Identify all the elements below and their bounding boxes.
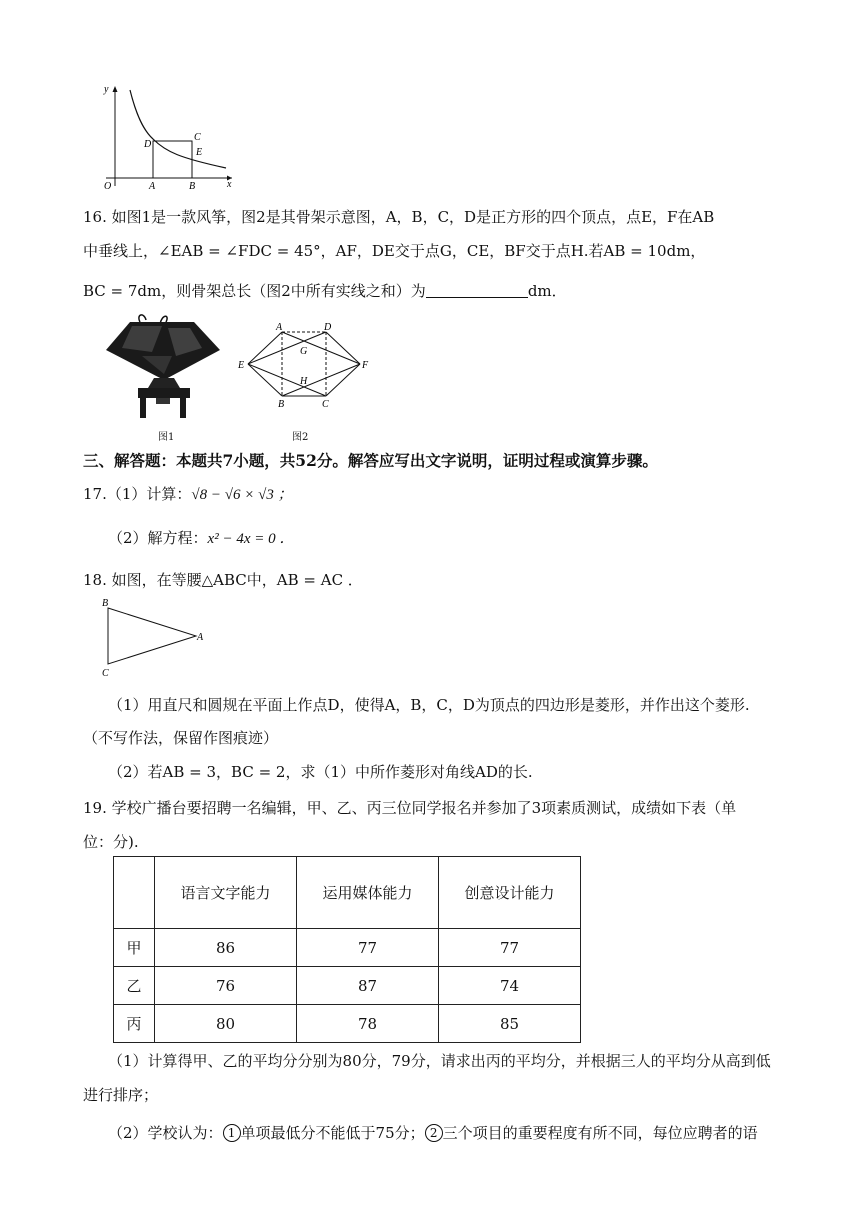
q19-part2-a: （2）学校认为： bbox=[108, 1124, 223, 1142]
fig2-point-f: F bbox=[362, 360, 369, 371]
tri-point-b: B bbox=[102, 598, 109, 609]
point-c-label: C bbox=[194, 132, 201, 143]
table-cell: 85 bbox=[439, 1005, 581, 1043]
q19-part2 bbox=[108, 1122, 758, 1143]
table-cell: 74 bbox=[439, 967, 581, 1005]
q19-part2-b: 单项最低分不能低于75分； bbox=[240, 1124, 425, 1142]
q16-line3-b: dm． bbox=[527, 282, 567, 300]
q16-line3 bbox=[83, 280, 567, 301]
table-cell: 76 bbox=[155, 967, 297, 1005]
fig2-point-e: E bbox=[238, 360, 245, 371]
q16-line3-a: BC = 7dm，则骨架总长（图2中所有实线之和）为 bbox=[83, 282, 426, 300]
x-axis-label: x bbox=[227, 179, 232, 190]
q17-part2 bbox=[108, 527, 294, 548]
q19-line2: 位：分). bbox=[83, 833, 139, 851]
table-header-cell bbox=[114, 857, 155, 929]
table-cell: 87 bbox=[297, 967, 439, 1005]
point-e-label: E bbox=[196, 147, 203, 158]
circled-number-2: 2 bbox=[425, 1124, 443, 1142]
table-cell: 丙 bbox=[114, 1005, 155, 1043]
table-row bbox=[114, 967, 581, 1005]
q17-part1-label: 17.（1）计算： bbox=[83, 485, 192, 503]
table-cell: 86 bbox=[155, 929, 297, 967]
circled-number-1: 1 bbox=[223, 1124, 241, 1142]
origin-label: O bbox=[104, 181, 112, 192]
q17-part1 bbox=[83, 483, 293, 504]
table-header-cell: 语言文字能力 bbox=[155, 857, 297, 929]
table-cell: 78 bbox=[297, 1005, 439, 1043]
table-cell: 甲 bbox=[114, 929, 155, 967]
fig2-point-a: A bbox=[276, 322, 283, 333]
q19-line1: 19. 学校广播台要招聘一名编辑，甲、乙、丙三位同学报名并参加了3项素质测试，成绩如下表（单 bbox=[83, 799, 737, 817]
point-a-label: A bbox=[149, 181, 156, 192]
table-row bbox=[114, 1005, 581, 1043]
q16-line2: 中垂线上，∠EAB = ∠FDC = 45°，AF，DE交于点G，CE，BF交于点H.若AB = 10dm， bbox=[83, 242, 706, 260]
q17-part2-label: （2）解方程： bbox=[108, 529, 208, 547]
table-header-cell: 创意设计能力 bbox=[439, 857, 581, 929]
table-header-row bbox=[114, 857, 581, 929]
section-3-heading: 三、解答题：本题共7小题，共52分。解答应写出文字说明，证明过程或演算步骤。 bbox=[83, 451, 658, 470]
table-cell: 77 bbox=[297, 929, 439, 967]
kite-photo bbox=[102, 312, 222, 420]
point-d-label: D bbox=[144, 139, 152, 150]
isosceles-triangle-figure bbox=[98, 596, 210, 680]
answer-blank bbox=[426, 283, 528, 298]
fig2-point-d: D bbox=[324, 322, 332, 333]
q18-part1-line1: （1）用直尺和圆规在平面上作点D，使得A，B，C，D为顶点的四边形是菱形，并作出这个菱形. bbox=[108, 696, 750, 714]
table-cell: 80 bbox=[155, 1005, 297, 1043]
q19-part2-c: 三个项目的重要程度有所不同，每位应聘者的语 bbox=[442, 1124, 758, 1142]
fig2-point-g: G bbox=[300, 346, 308, 357]
tri-point-c: C bbox=[102, 668, 109, 679]
q18-intro: 18. 如图，在等腰△ABC中，AB = AC ． bbox=[83, 571, 363, 589]
scores-table bbox=[113, 856, 581, 1043]
q19-part1-line2: 进行排序； bbox=[83, 1086, 159, 1104]
function-graph bbox=[98, 82, 238, 192]
tri-point-a: A bbox=[197, 632, 204, 643]
q18-part1-line2: （不写作法，保留作图痕迹） bbox=[83, 729, 279, 747]
fig2-point-b: B bbox=[278, 399, 285, 410]
point-b-label: B bbox=[189, 181, 196, 192]
q17-part2-expr: x² − 4x = 0 ． bbox=[207, 531, 295, 547]
q19-part1-line1: （1）计算得甲、乙的平均分分别为80分，79分，请求出丙的平均分，并根据三人的平均分从高到低 bbox=[108, 1052, 771, 1070]
table-cell: 77 bbox=[439, 929, 581, 967]
table-cell: 乙 bbox=[114, 967, 155, 1005]
table-header-cell: 运用媒体能力 bbox=[297, 857, 439, 929]
kite-skeleton-diagram bbox=[234, 318, 374, 414]
y-axis-label: y bbox=[104, 84, 109, 95]
q18-part2: （2）若AB = 3，BC = 2，求（1）中所作菱形对角线AD的长. bbox=[108, 763, 533, 781]
q17-part1-expr: √8 − √6 × √3 ； bbox=[191, 487, 293, 503]
fig2-point-c: C bbox=[322, 399, 329, 410]
fig1-caption: 图1 bbox=[158, 432, 175, 443]
table-row bbox=[114, 929, 581, 967]
q16-line1: 16. 如图1是一款风筝，图2是其骨架示意图，A，B，C，D是正方形的四个顶点，点E，F在AB bbox=[83, 208, 715, 226]
fig2-point-h: H bbox=[300, 376, 308, 387]
fig2-caption: 图2 bbox=[292, 432, 309, 443]
